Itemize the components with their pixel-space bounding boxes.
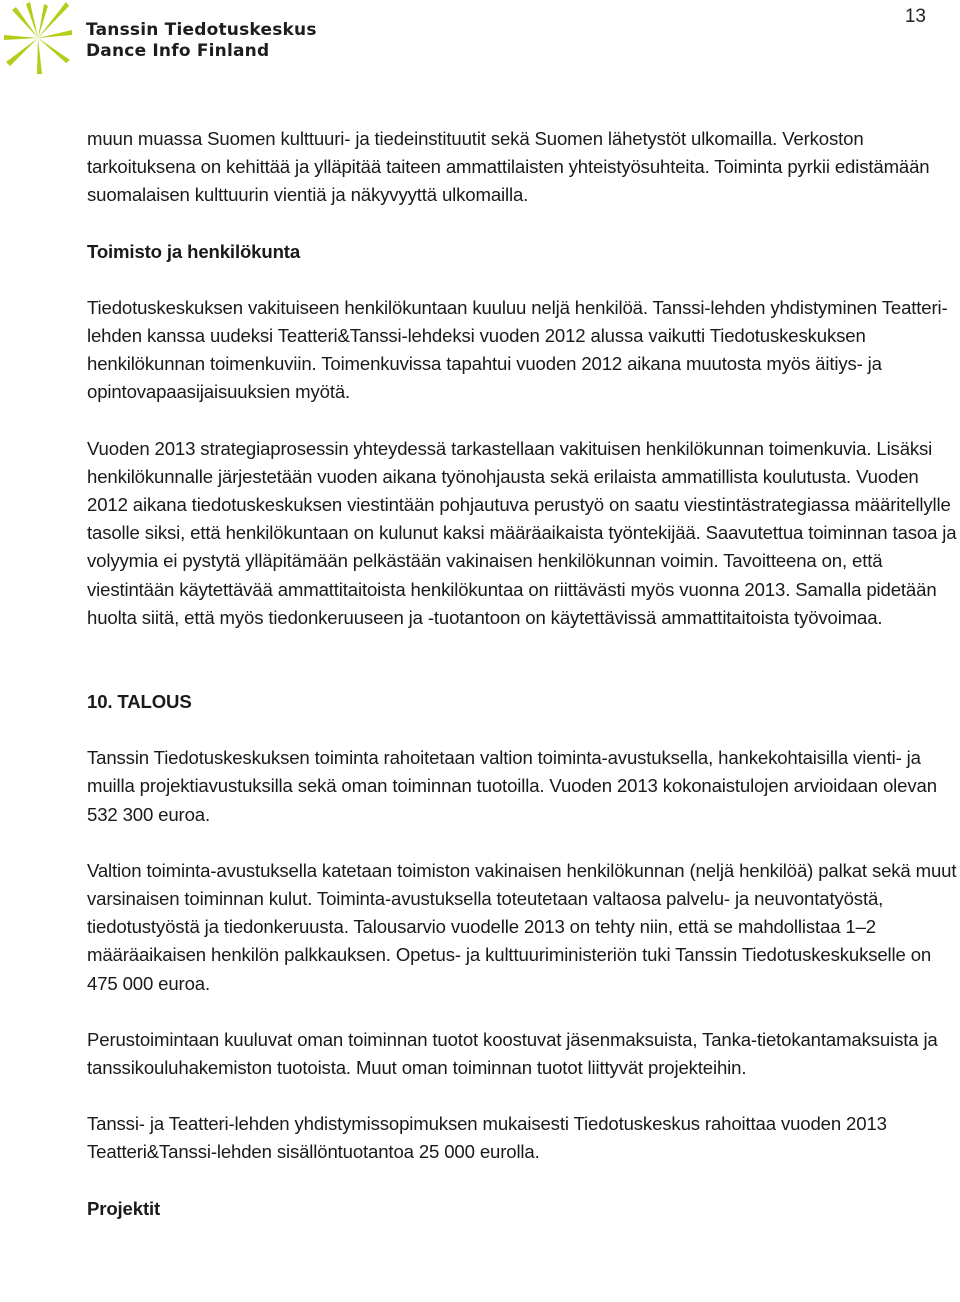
paragraph-own-revenue: Perustoimintaan kuuluvat oman toiminnan tuotot koostuvat jäsenmaksuista, Tanka-tietokantamaksuista ja tanssikouluhakemiston tuotoista. Muut oman toiminnan tuotot liittyvät projekteihin. — [87, 1028, 938, 1079]
logo-wordmark — [86, 20, 317, 62]
paragraph-network: muun muassa Suomen kulttuuri- ja tiedeinstituutit sekä Suomen lähetystöt ulkomailla. Verkoston tarkoituksena on kehittää ja ylläpitää taiteen ammattilaisten yhteistyösuhteita. Toiminta pyrkii edistämään suomalaisen kulttuurin vientiä ja näkyvyyttä ulkomailla. — [87, 128, 930, 206]
paragraph-strategy: Vuoden 2013 strategiaprosessin yhteydessä tarkastellaan vakituisen henkilökunnan toimenkuvia. Lisäksi henkilökunnalle järjestetään vuoden aikana työnohjausta sekä erilaista ammatillista koulutusta. Vuoden 2012 aikana tiedotuskeskuksen viestintään pohjautuva perustyö on saatu viestintästrategiassa määritellylle tasolle siksi, että henkilökuntaan on kulunut kaksi määräaikaista työntekijää. Saavutettua toiminnan tasoa ja volyymia ei pystytä ylläpitämään pelkästään vakinaisen henkilökunnan voimin. Tavoitteena on, että viestintään käytettävää ammattitaitoista henkilökuntaa on riittävästi myös vuonna 2013. Samalla pidetään huolta siitä, että myös tiedonkeruuseen ja -tuotantoon on käytettävissä ammattitaitoista työvoimaa. — [87, 437, 957, 628]
paragraph-funding: Tanssin Tiedotuskeskuksen toiminta rahoitetaan valtion toiminta-avustuksella, hankekohtaisilla vienti- ja muilla projektiavustuksilla sekä oman toiminnan tuotoilla. Vuoden 2013 kokonaistulojen arvioidaan olevan 532 300 euroa. — [87, 747, 937, 825]
paragraph-staff: Tiedotuskeskuksen vakituiseen henkilökuntaan kuuluu neljä henkilöä. Tanssi-lehden yhdistyminen Teatteri-lehden kanssa uudeksi Teatteri&Tanssi-lehdeksi vuoden 2012 alussa vaikutti Tiedotuskeskuksen henkilökunnan toimenkuviin. Toimenkuvissa tapahtui vuoden 2012 aikana muutosta myös äitiys- ja opintovapaasijaisuuksien myötä. — [87, 296, 948, 403]
star-logo-icon — [0, 0, 80, 75]
page-number: 13 — [904, 6, 926, 27]
heading-talous: 10. TALOUS — [87, 691, 192, 713]
paragraph-state-grant: Valtion toiminta-avustuksella katetaan toimiston vakinaisen henkilökunnan (neljä henkilöä) palkat sekä muut varsinaisen toiminnan kulut. Toiminta-avustuksella toteutetaan valtaosa palvelu- ja neuvontatyöstä, tiedotustyöstä ja tiedonkeruusta. Talousarvio vuodelle 2013 on tehty niin, että se mahdollistaa 1–2 määräaikaisen henkilön palkkauksen. Opetus- ja kulttuuriministeriön tuki Tanssin Tiedotuskeskukselle on 475 000 euroa. — [87, 859, 957, 994]
heading-staff: Toimisto ja henkilökunta — [87, 240, 301, 262]
logo — [0, 0, 340, 75]
document-body — [87, 125, 957, 1223]
paragraph-magazine: Tanssi- ja Teatteri-lehden yhdistymissopimuksen mukaisesti Tiedotuskeskus rahoittaa vuoden 2013 Teatteri&Tanssi-lehden sisällöntuotantoa 25 000 eurolla. — [87, 1113, 887, 1163]
heading-projektit: Projektit — [87, 1197, 161, 1219]
logo-line-1: Tanssin Tiedotuskeskus — [86, 20, 317, 40]
logo-line-2: Dance Info Finland — [86, 41, 270, 61]
